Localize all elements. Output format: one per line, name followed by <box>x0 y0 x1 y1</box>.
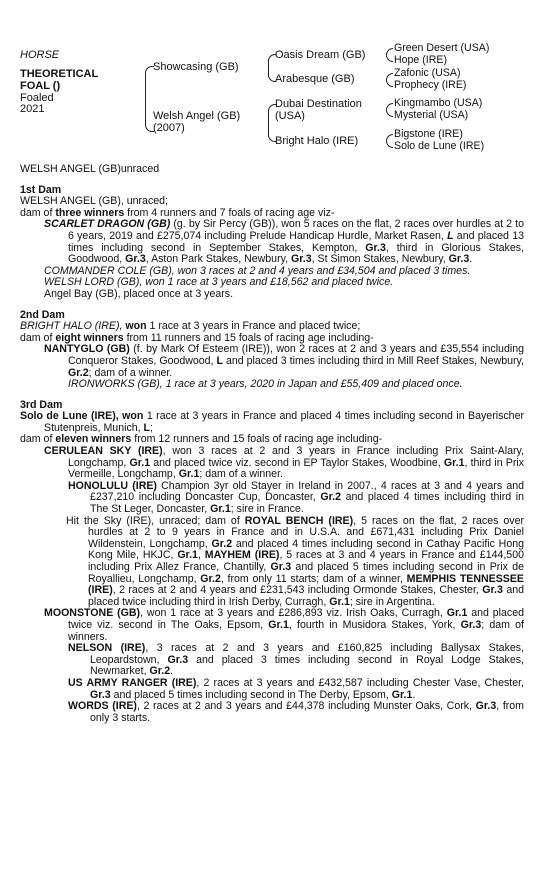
foaled-label: Foaled <box>20 92 54 104</box>
second-dam-heading: 2nd Dam <box>20 308 65 321</box>
horse-name-scarlet-dragon: SCARLET DRAGON (GB) <box>44 218 171 231</box>
dam-dam: Bright Halo (IRE) <box>275 135 359 147</box>
pedigree-table <box>0 0 549 160</box>
second-dam-line1: BRIGHT HALO (IRE), won 1 race at 3 years in France and placed twice; <box>20 320 361 333</box>
sire-dam: Arabesque (GB) <box>275 73 355 85</box>
bracket-g4 <box>386 134 393 148</box>
dam-intro: WELSH ANGEL (GB)unraced <box>20 163 160 175</box>
progeny-nantyglo: NANTYGLO (GB) (f. by Mark Of Esteem (IRE)), won 2 races at 2 and 3 years and £35,554 including Conqueror Stakes, Goodwood, L and placed 3 times including third in Mill Reef Stakes, Newbury, Gr.2; dam of a winner. <box>44 343 524 379</box>
bracket-g2 <box>386 73 393 87</box>
progeny-nelson: NELSON (IRE), 3 races at 2 and 3 years and £160,825 including Ballysax Stakes, Leopardstown, Gr.3 and placed 3 times including second in Royal Lodge Stakes, Newmarket, Gr.2. <box>68 642 524 678</box>
third-dam-line2: dam of eleven winners from 12 runners and 15 foals of racing age including- <box>20 433 383 446</box>
progeny-commander-cole: COMMANDER COLE (GB), won 3 races at 2 and 4 years and £34,504 and placed 3 times. <box>44 264 471 277</box>
third-dam-line1: Solo de Lune (IRE), won 1 race at 3 years in France and placed 4 times including second in Bayerischer Stutenpreis, Munich, L; <box>20 410 524 434</box>
progeny-angel-bay: Angel Bay (GB), placed once at 3 years. <box>44 287 234 300</box>
horse-name-line2: FOAL () <box>20 80 61 92</box>
first-dam-line2: dam of three winners from 4 runners and 7 foals of racing age viz- <box>20 206 335 219</box>
grandsire-4: Bigstone (IRE) <box>394 128 463 140</box>
horse-name-nantyglo: NANTYGLO (GB) <box>44 343 130 356</box>
dam-line1: Welsh Angel (GB) <box>153 110 241 122</box>
dam-sire-line1: Dubai Destination <box>275 98 362 110</box>
horse-name-mayhem: MAYHEM (IRE) <box>204 549 280 562</box>
granddam-3: Mysterial (USA) <box>394 109 469 121</box>
grandsire-3: Kingmambo (USA) <box>394 97 483 109</box>
dam-sire-line2: (USA) <box>275 110 305 122</box>
grandsire-2: Zafonic (USA) <box>394 67 461 79</box>
progeny-hit-the-sky: Hit the Sky (IRE), unraced; dam of ROYAL BENCH (IRE), 5 races on the flat, 2 races over hurdles at 2 to 9 years in France and in U.S.A. and £671,431 including Prix Daniel Wildenstein, Longchamp, Gr.2 and placed 4 times including second in Cathay Pacific Hong Kong Mile, HKJC, Gr.1, MAYHEM (IRE), 5 races at 3 and 4 years in France and £144,500 including Prix Allez France, Chantilly, Gr.3 and placed 5 times including second in Prix de Royallieu, Longchamp, Gr.2, from only 11 starts; dam of a winner, MEMPHIS TENNESSEE (IRE), 2 races at 2 and 4 years and £231,543 including Ormonde Stakes, Chester, Gr.3 and placed twice including third in Irish Derby, Curragh, Gr.1; sire in Argentina. <box>66 514 525 608</box>
sire-sire: Oasis Dream (GB) <box>275 49 366 61</box>
second-dam-line2: dam of eight winners from 11 runners and 15 foals of racing age including- <box>20 331 374 344</box>
horse-name-line1: THEORETICAL <box>20 68 99 80</box>
granddam-4: Solo de Lune (IRE) <box>394 140 485 152</box>
granddam-1: Hope (IRE) <box>394 54 447 66</box>
horse-name-honolulu: HONOLULU (IRE) <box>68 479 157 492</box>
progeny-us-army-ranger: US ARMY RANGER (IRE), 2 races at 3 years and £432,587 including Chester Vase, Chester, Gr.3 and placed 5 times including second in The Derby, Epsom, Gr.1. <box>68 676 524 701</box>
progeny-welsh-lord: WELSH LORD (GB), won 1 race at 3 years and £18,562 and placed twice. <box>44 276 394 289</box>
first-dam-heading: 1st Dam <box>20 183 62 196</box>
catalogue-body <box>20 164 524 724</box>
progeny-scarlet-dragon: SCARLET DRAGON (GB) (g. by Sir Percy (GB)), won 5 races on the flat, 2 races over hurdles at 2 to 6 years, 2019 and £275,074 including Prelude Handicap Hurdle, Market Rasen, L and placed 13 times including second in September Stakes, Kempton, Gr.3, third in Glorious Stakes, Goodwood, Gr.3, Aston Park Stakes, Newbury, Gr.3, St Simon Stakes, Newbury, Gr.3. <box>44 218 524 266</box>
granddam-2: Prophecy (IRE) <box>394 79 467 91</box>
dam-line2: (2007) <box>153 122 185 134</box>
bracket-g3 <box>386 103 393 117</box>
horse-name-words: WORDS (IRE) <box>68 700 137 713</box>
horse-name-moonstone: MOONSTONE (GB) <box>44 607 141 620</box>
progeny-words: WORDS (IRE), 2 races at 2 and 3 years and £44,378 including Munster Oaks, Cork, Gr.3, from only 3 starts. <box>68 700 525 724</box>
horse-name-memphis-tennessee: MEMPHIS TENNESSEE (IRE) <box>88 572 524 597</box>
progeny-honolulu: HONOLULU (IRE) Champion 3yr old Stayer in Ireland in 2007., 4 races at 3 and 4 years and £237,210 including Doncaster Cup, Doncaster, Gr.2 and placed 4 times including third in The St Leger, Doncaster, Gr.1; sire in France. <box>68 479 525 516</box>
first-dam-line1: WELSH ANGEL (GB), unraced; <box>20 195 168 208</box>
progeny-moonstone: MOONSTONE (GB), won 1 race at 3 years and £286,893 viz. Irish Oaks, Curragh, Gr.1 and placed twice viz. second in The Oaks, Epsom, Gr.1, fourth in Musidora Stakes, York, Gr.3; dam of winners. <box>44 607 524 643</box>
progeny-cerulean-sky: CERULEAN SKY (IRE), won 3 races at 2 and 3 years in France including Prix Saint-Alary, Longchamp, Gr.1 and placed twice viz. second in EP Taylor Stakes, Woodbine, Gr.1, third in Prix Vermeille, Longchamp, Gr.1; dam of a winner. <box>44 445 524 481</box>
horse-name-royal-bench: ROYAL BENCH (IRE) <box>244 514 354 527</box>
horse-name-us-army-ranger: US ARMY RANGER (IRE) <box>68 676 197 689</box>
bracket-g1 <box>386 48 393 62</box>
horse-name-nelson: NELSON (IRE) <box>68 642 146 655</box>
progeny-ironworks: IRONWORKS (GB), 1 race at 3 years, 2020 in Japan and £55,409 and placed once. <box>68 378 463 391</box>
sire: Showcasing (GB) <box>153 61 239 73</box>
foaled-year: 2021 <box>20 103 45 115</box>
horse-name-cerulean-sky: CERULEAN SKY (IRE) <box>44 445 163 458</box>
horse-label: HORSE <box>20 49 60 61</box>
third-dam-heading: 3rd Dam <box>20 398 63 411</box>
grandsire-1: Green Desert (USA) <box>394 42 490 54</box>
